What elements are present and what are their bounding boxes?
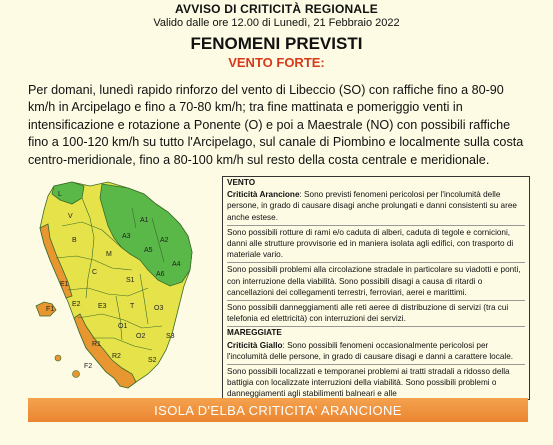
validity-text: Valido dalle ore 12.00 di Lunedì, 21 Febbraio 2022 — [153, 17, 400, 29]
zone-label: R1 — [92, 341, 101, 348]
storm-effects-paragraph: Sono possibili localizzati e temporanei problemi ai tratti stradali a ridosso della battigia con localizzate interruzioni della viabilità. Sono possibili problemi o danneggiamenti agli stabilimenti balneari e alle — [227, 367, 510, 399]
storm-level-text: : Sono possibili fenomeni occasionalmente pericolosi per l'incolumità delle persone, in grado di causare disagi e danni a carattere locale. — [227, 340, 514, 361]
strong-wind-heading: VENTO FORTE: — [228, 55, 325, 70]
zone-label: O3 — [154, 305, 164, 312]
zone-label: B — [72, 237, 77, 244]
zone-label: V — [68, 213, 73, 220]
zone-label: S3 — [166, 333, 175, 340]
storm-level-label: Criticità Giallo — [227, 340, 283, 350]
zone-label: A4 — [172, 261, 181, 268]
zone-label: L — [58, 191, 62, 198]
zone-label: A5 — [144, 247, 153, 254]
elba-criticality-banner: ISOLA D'ELBA CRITICITA' ARANCIONE — [28, 398, 528, 422]
zone-label: R2 — [112, 353, 121, 360]
zone-label: A2 — [160, 237, 169, 244]
wind-level-label: Criticità Arancione — [227, 190, 300, 200]
zone-label: M — [106, 251, 112, 258]
wind-traffic-paragraph: Sono possibili problemi alla circolazione stradale in particolare su viadotti e ponti, con interruzione della viabilità. Sono possibili disagi a causa di ritardi o cancellazioni dei collegamenti terrestri, ferroviari, aerei e marittimi. — [227, 263, 525, 301]
zone-label: A3 — [122, 233, 131, 240]
notice-title: AVVISO DI CRITICITÀ REGIONALE — [175, 2, 378, 16]
wind-services-paragraph: Sono possibili danneggiamenti alle reti aeree di distribuzione di servizi (tra cui telefonia ed elettricità) con interruzioni dei servizi. — [227, 301, 525, 327]
zone-label: O2 — [136, 333, 146, 340]
map-island — [55, 355, 61, 361]
zone-label: E2 — [72, 301, 81, 308]
map-island — [73, 371, 80, 378]
forecast-paragraph: Per domani, lunedì rapido rinforzo del vento di Libeccio (SO) con raffiche fino a 80-90 km/h in Arcipelago e fino a 70-80 km/h; tra fine mattinata e pomeriggio venti in intensificazione e rotazione a Ponente (O) e poi a Maestrale (NO) con possibili raffiche fino a 100-120 km/h su tutto l'Arcipelago, sul canale di Piombino e localmente sulla costa centro-meridionale, fino a 80-100 km/h sul resto della costa centrale e meridionale. — [28, 83, 524, 167]
zone-label: F1 — [46, 306, 55, 313]
zone-label: F2 — [84, 363, 93, 370]
alert-details-box — [222, 176, 530, 400]
zone-label: S2 — [148, 357, 157, 364]
zone-label: E3 — [98, 303, 107, 310]
storm-level-paragraph — [227, 339, 525, 365]
wind-level-paragraph — [227, 188, 525, 226]
zone-label: E1 — [60, 281, 69, 288]
wind-effects-paragraph: Sono possibili rotture di rami e/o caduta di alberi, caduta di tegole e cornicioni, danni alle strutture provvisorie ed in maniera isolata agli edifici, con trasporto di materiale vario. — [227, 226, 525, 264]
wind-level-text: : Sono previsti fenomeni pericolosi per l'incolumità delle persone, in grado di causare disagi anche prolungati e danni consistenti su aree anche estese. — [227, 190, 517, 222]
wind-section-title: VENTO — [227, 178, 256, 187]
zone-label: A6 — [156, 271, 165, 278]
zone-label: C — [92, 269, 98, 276]
phenomena-heading: FENOMENI PREVISTI — [190, 34, 363, 53]
zone-label: S1 — [126, 277, 135, 284]
zone-label: A1 — [140, 217, 149, 224]
tuscany-alert-map — [32, 178, 204, 400]
storm-section-title: MAREGGIATE — [227, 328, 282, 338]
zone-label: T — [130, 303, 135, 310]
zone-label: O1 — [118, 323, 128, 330]
